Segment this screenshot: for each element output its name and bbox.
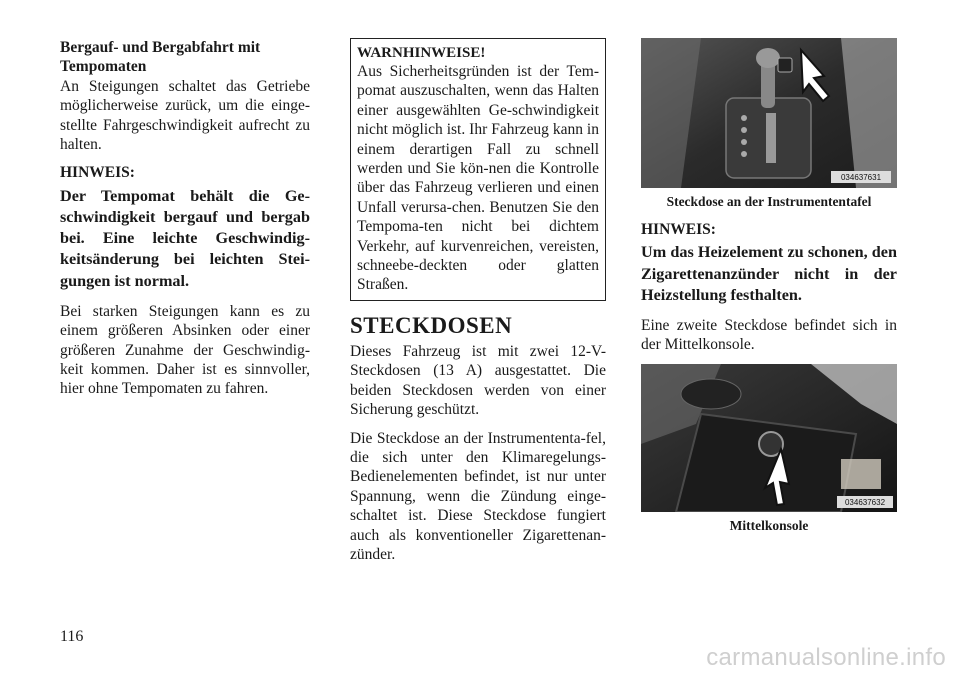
figure1-code: 034637631 [840, 173, 882, 182]
paragraph-hill-intro: An Steigungen schaltet das Getriebe möglicherweise zurück, um die einge-stellte Fahrgeschwindigkeit aufrecht zu halten. [60, 77, 310, 154]
section-title-power-outlets: STECKDOSEN [350, 312, 513, 338]
note-body: Um das Heizelement zu schonen, den Zigarettenanzünder nicht in der Heizstellung festhalten. [641, 243, 897, 304]
note-label: HINWEIS: [60, 164, 135, 182]
paragraph-outlets-intro: Dieses Fahrzeug ist mit zwei 12-V-Steckdosen (13 A) ausgestattet. Die beiden Steckdosen werden von einer Sicherung geschützt. [350, 342, 606, 419]
figure-console [641, 364, 897, 534]
figure2-caption: Mittelkonsole [729, 517, 809, 533]
console-outlet-photo [641, 364, 897, 512]
page-number: 116 [60, 628, 84, 645]
warning-text: Aus Sicherheitsgründen ist der Tem-pomat auszuschalten, wenn das Halten einer ausgewählten Ge-schwindigkeit nicht möglich ist. Ihr Fahrzeug kann in einem derartigen Fall zu schnell werden und Sie kön-nen die Kontrolle über das Fahrzeug verlieren und einen Unfall verursa-chen. Benutzen Sie den Tempoma-ten nicht bei dichtem Verkehr, auf kurvenreichen, vereisten, schneebe-deckten oder glatten Straßen. [357, 63, 599, 294]
figure2-code: 034637632 [844, 497, 886, 507]
paragraph-steep-grades: Bei starken Steigungen kann es zu einem größeren Absinken oder einer größeren Zunahme der Geschwindig-keit kommen. Daher ist es sinnvoller, hier ohne Tempomaten zu fahren. [60, 302, 310, 398]
figure1-caption: Steckdose an der Instrumententafel [666, 194, 872, 209]
section-heading-hill-driving: Bergauf- und Bergabfahrt mit Tempomaten [60, 39, 261, 76]
paragraph-console-outlet: Eine zweite Steckdose befindet sich in der Mittelkonsole. [641, 317, 897, 354]
right-column [641, 38, 897, 544]
paragraph-dash-outlet: Die Steckdose an der Instrumententa-fel, die sich unter den Klimaregelungs-Bedienelementen befindet, ist nur unter Spannung, wenn die Zündung einge-schaltet ist. Diese Steckdose fungiert auch als konventioneller Zigarettenan-zünder. [350, 429, 606, 563]
note-body: Der Tempomat behält die Ge-schwindigkeit bergauf und bergab bei. Eine leichte Geschwindig-keitsänderung bei leichten Stei-gungen ist normal. [60, 186, 310, 290]
dash-outlet-photo [641, 38, 897, 188]
middle-column [350, 38, 606, 573]
left-column [60, 38, 310, 408]
warning-box [350, 38, 606, 301]
note-label: HINWEIS: [641, 221, 716, 238]
figure-dash-outlet [641, 38, 897, 210]
warning-title: WARNHINWEISE! [357, 45, 486, 61]
watermark: carmanualsonline.info [706, 644, 946, 671]
